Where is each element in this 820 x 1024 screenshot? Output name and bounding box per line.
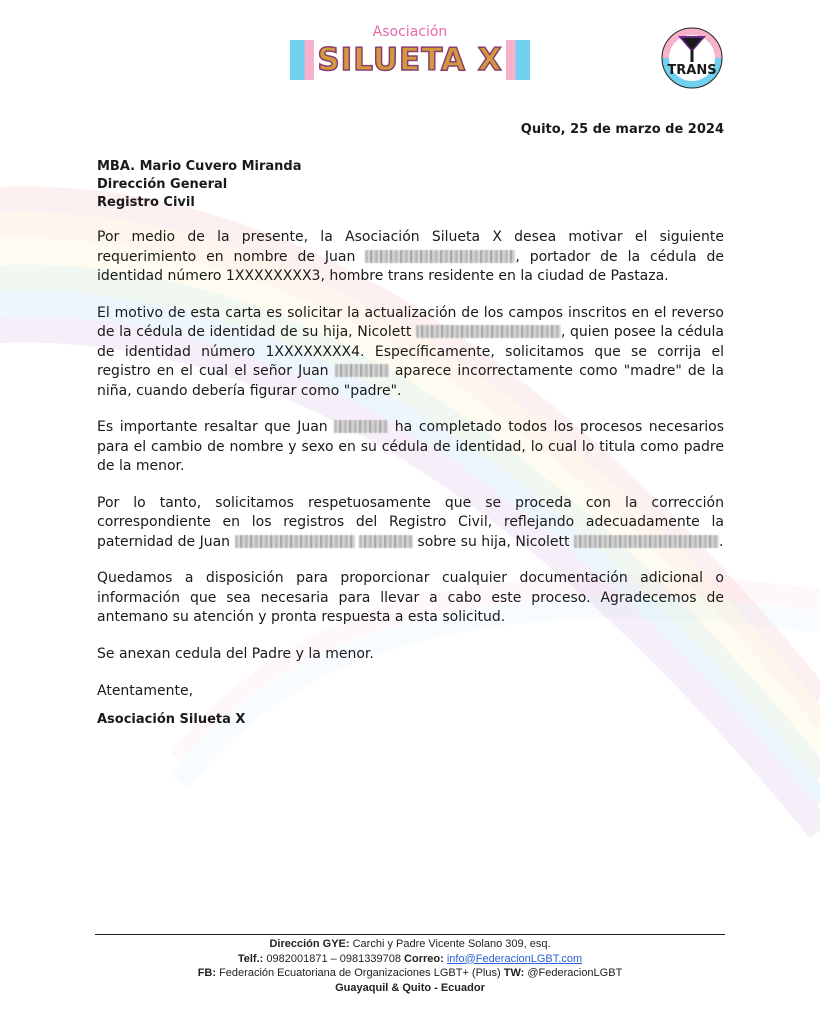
paragraph-3: Es importante resaltar que Juan ha completado todos los procesos necesarios para el cambio de nombre y sexo en su cédula de identidad, lo cual lo titula como padre de la menor. [97,419,724,474]
redacted-surname [235,535,355,548]
redacted-surname [334,420,388,433]
redacted-surname [416,325,561,338]
footer-social: FB: Federación Ecuatoriana de Organizaciones LGBT+ (Plus) TW: @FederacionLGBT [197,967,623,979]
logo-asociacion-text: Asociación [372,24,448,40]
footer-contact: Telf.: 0982001871 – 0981339708 Correo: info@FederacionLGBT.com [237,952,583,965]
trans-symbol-icon [660,26,724,90]
recipient-department: Dirección General [97,177,228,192]
footer [95,937,725,995]
trans-badge-logo [660,26,724,90]
paragraph-2: El motivo de esta carta es solicitar la actualización de los campos inscritos en el reverso de la cédula de identidad de su hija, Nicolett , quien posee la cédula de identidad número 1XXXXXXXX4. Específicamente, solicitamos que se corrija el registro en el cual el señor Juan aparece incorrectamente como "madre" de la niña, cuando debería figurar como "padre". [97,304,725,399]
redacted-surname [365,250,515,263]
recipient-institution: Registro Civil [97,195,195,210]
paragraph-5: Quedamos a disposición para proporcionar cualquier documentación adicional o información que sea necesaria para llevar a cabo este proceso. Agradecemos de antemano su atención y pronta respuesta a esta solicitud. [97,570,724,625]
logo-silueta-x-text: SILUETA X [317,42,503,78]
footer-divider [95,934,725,935]
closing: Atentamente, [97,683,194,699]
recipient-name: MBA. Mario Cuvero Miranda [97,159,302,174]
redacted-surname [574,535,719,548]
redacted-surname [335,364,389,377]
signature: Asociación Silueta X [97,712,246,727]
footer-address: Dirección GYE: Carchi y Padre Vicente Solano 309, esq. [269,938,551,950]
badge-text: TRANS [667,63,717,78]
silueta-x-logo [290,24,530,84]
paragraph-6: Se anexan cedula del Padre y la menor. [97,645,374,662]
letter-date: Quito, 25 de marzo de 2024 [520,122,724,137]
redacted-surname [359,535,413,548]
paragraph-4: Por lo tanto, solicitamos respetuosamente que se proceda con la corrección correspondiente en los registros del Registro Civil, reflejando adecuadamente la paternidad de Juan sobre su hija, Nicolett . [97,494,724,550]
recipient-block [97,158,302,212]
letter-body [97,228,724,719]
email-link[interactable]: info@FederacionLGBT.com [446,952,583,965]
paragraph-1: Por medio de la presente, la Asociación Silueta X desea motivar el siguiente requerimiento en nombre de Juan , portador de la cédula de identidad número 1XXXXXXXX3, hombre trans residente en la ciudad de Pastaza. [97,229,724,284]
footer-city: Guayaquil & Quito - Ecuador [335,981,485,994]
